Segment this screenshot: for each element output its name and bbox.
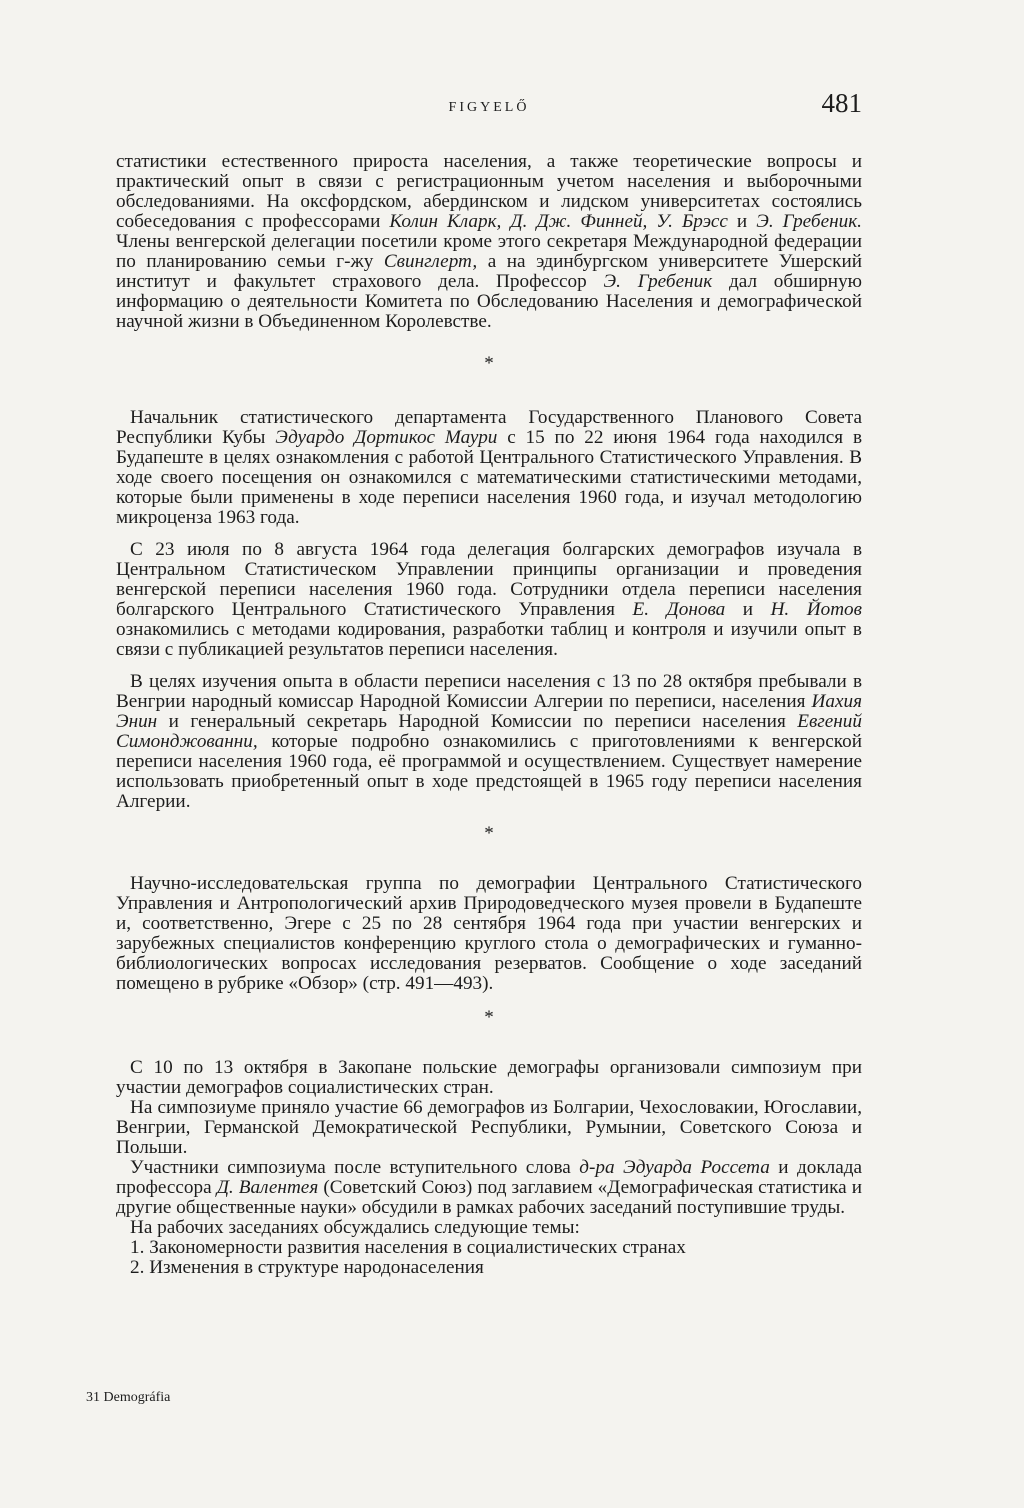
paragraph-bulgaria-visit: С 23 июля по 8 августа 1964 года делегация болгарских демографов изучала в Центральном Статистическом Управлении принципы организации и проведения венгерской переписи населения 1960 года. Сотрудники отдела переписи населения болгарского Центрального Статистического Управления Е. Донова и Н. Йотов ознакомились с методами кодирования, разработки таблиц и контроля и изучили опыт в связи с публикацией результатов переписи населения.: [116, 539, 862, 660]
person-name: Э. Гребеник: [603, 271, 713, 292]
paragraph-cuba-visit: Начальник статистического департамента Государственного Планового Совета Республики Кубы Эдуардо Дортикос Маури с 15 по 22 июня 1964 года находился в Будапеште в целях ознакомления с работой Центрального Статистического Управления. В ходе своего посещения он ознакомился с математическими статистическими методами, которые были применены в ходе переписи населения 1960 года, и изучал методологию микроценза 1963 года.: [116, 407, 862, 528]
person-name: Э. Гребеник.: [756, 211, 862, 232]
page-number: 481: [821, 88, 862, 118]
page-header: [116, 88, 862, 128]
person-name: Свинглерт,: [383, 251, 478, 272]
footer-signature: 31 Demográfia: [86, 1390, 171, 1405]
paragraph-statistics-visit: статистики естественного прироста населения, а также теоретические вопросы и практический опыт в связи с регистрационным учетом населения и выборочными обследованиями. На оксфордском, абердинском и лидском университетах состоялись собеседования с профессорами Колин Кларк, Д. Дж. Финней, У. Брэсс и Э. Гребеник. Члены венгерской делегации посетили кроме этого секретаря Международной федерации по планированию семьи г-жу Свинглерт, а на эдинбургском университете Ушерский институт и факультет страхового дела. Профессор Э. Гребеник дал обширную информацию о деятельности Комитета по Обследованию Населения и демографической научной жизни в Объединенном Королевстве.: [116, 151, 862, 332]
section-separator: *: [484, 823, 494, 844]
list-item-topic-1: 1. Закономерности развития населения в социалистических странах: [130, 1237, 686, 1258]
paragraph-topics-intro: На рабочих заседаниях обсуждались следующие темы:: [130, 1217, 580, 1238]
paragraph-zakopane-symposium: С 10 по 13 октября в Закопане польские демографы организовали симпозиум при участии демографов социалистических стран.: [116, 1057, 862, 1098]
person-name: д-ра Эдуарда Россета: [579, 1157, 770, 1178]
person-name: Д. Валентея: [216, 1177, 319, 1198]
person-names: Колин Кларк, Д. Дж. Финней, У. Брэсс: [389, 211, 728, 232]
section-separator: *: [484, 1007, 494, 1028]
paragraph-symposium-opening: Участники симпозиума после вступительного слова д-ра Эдуарда Россета и доклада профессора Д. Валентея (Советский Союз) под заглавием «Демографическая статистика и другие общественные науки» обсудили в рамках рабочих заседаний поступившие труды.: [116, 1157, 863, 1218]
person-name: Н. Йотов: [770, 599, 862, 620]
list-item-topic-2: 2. Изменения в структуре народонаселения: [130, 1257, 484, 1278]
paragraph-participants: На симпозиуме приняло участие 66 демографов из Болгарии, Чехословакии, Югославии, Венгрии, Германской Демократической Республики, Румынии, Советского Союза и Польши.: [116, 1097, 862, 1158]
paragraph-round-table: Научно-исследовательская группа по демографии Центрального Статистического Управления и Антропологический архив Природоведческого музея провели в Будапеште и, соответственно, Эгере с 25 по 28 сентября 1964 года при участии венгерских и зарубежных специалистов конференцию круглого стола о демографических и гуманно-библиологических вопросах исследования резерватов. Сообщение о ходе заседаний помещено в рубрике «Обзор» (стр. 491—493).: [116, 873, 862, 994]
person-name: Евгений Симонджованни,: [116, 711, 862, 752]
page-body: [116, 152, 862, 1278]
paragraph-algeria-visit: В целях изучения опыта в области переписи населения с 13 по 28 октября пребывали в Венгрии народный комиссар Народной Комиссии Алгерии по переписи, населения Иахия Энин и генеральный секретарь Народной Комиссии по переписи населения Евгений Симонджованни, которые подробно ознакомились с приготовлениями к венгерской переписи населения 1960 года, её программой и осуществлением. Существует намерение использовать приобретенный опыт в ходе предстоящей в 1965 году переписи населения Алгерии.: [116, 671, 862, 812]
person-name: Е. Донова: [632, 599, 726, 620]
person-name: Иахия Энин: [116, 691, 862, 732]
section-separator: *: [484, 353, 494, 374]
running-head: FIGYELŐ: [448, 100, 530, 115]
person-name: Эдуардо Дортикос Маури: [275, 427, 498, 448]
